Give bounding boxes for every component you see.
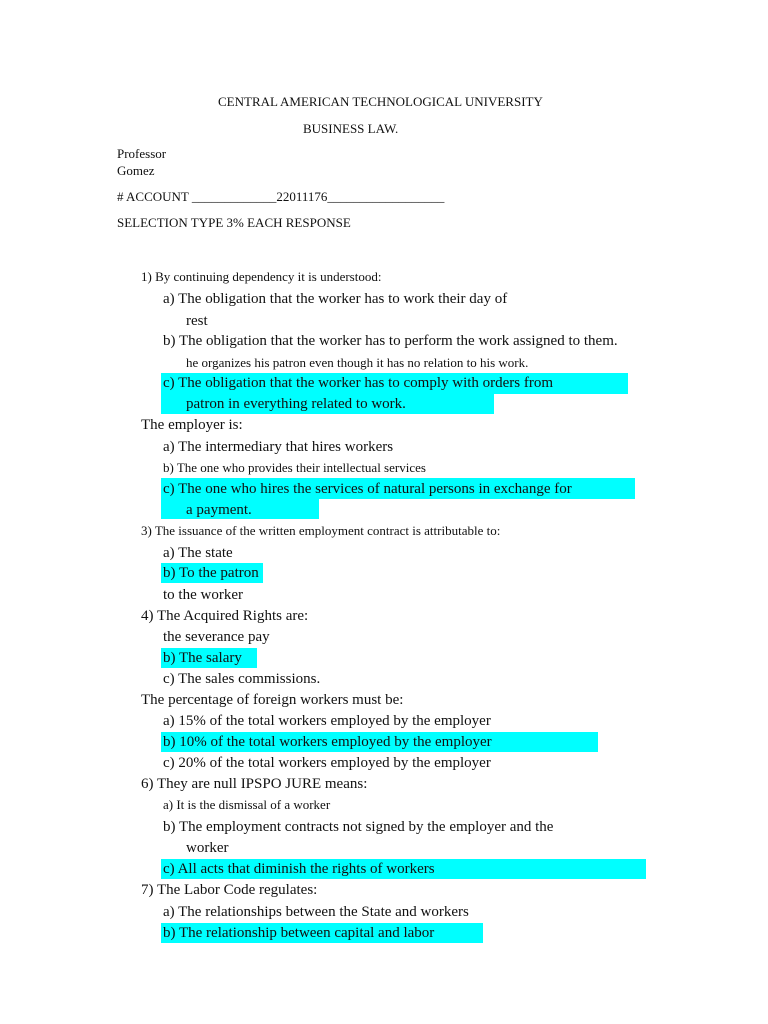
professor-name: Gomez (117, 163, 155, 178)
q1-option-b: b) The obligation that the worker has to perform the work assigned to them. (163, 333, 618, 349)
q2-option-c: c) The one who hires the services of natural persons in exchange for (163, 481, 572, 497)
q2-option-c-cont: a payment. (186, 502, 252, 518)
q7-option-a: a) The relationships between the State and workers (163, 904, 469, 920)
q5-option-b: b) 10% of the total workers employed by the employer (163, 734, 492, 750)
q5-question: The percentage of foreign workers must be: (141, 692, 404, 708)
q7-option-b: b) The relationship between capital and labor (163, 925, 435, 941)
q5-option-c: c) 20% of the total workers employed by the employer (163, 755, 491, 771)
q1-option-c-cont: patron in everything related to work. (186, 396, 406, 412)
q4-option-c: c) The sales commissions. (163, 671, 321, 687)
q6-option-b: b) The employment contracts not signed by the employer and the (163, 819, 554, 835)
q1-option-c: c) The obligation that the worker has to comply with orders from (163, 375, 554, 391)
q3-question: 3) The issuance of the written employment contract is attributable to: (141, 523, 501, 538)
q1-option-a: a) The obligation that the worker has to work their day of (163, 291, 508, 307)
q4-option-b: b) The salary (163, 650, 242, 666)
university-title: CENTRAL AMERICAN TECHNOLOGICAL UNIVERSITY (218, 94, 543, 109)
q3-option-a: a) The state (163, 545, 233, 561)
q3-option-c: to the worker (163, 587, 243, 603)
q6-question: 6) They are null IPSPO JURE means: (141, 776, 368, 792)
q6-option-b-cont: worker (186, 840, 229, 856)
selection-type: SELECTION TYPE 3% EACH RESPONSE (117, 215, 351, 230)
q6-option-a: a) It is the dismissal of a worker (163, 797, 331, 812)
q1-option-b-cont: he organizes his patron even though it has no relation to his work. (186, 355, 529, 370)
q2-option-b: b) The one who provides their intellectual services (163, 460, 426, 475)
q2-question: The employer is: (141, 417, 243, 433)
q2-option-a: a) The intermediary that hires workers (163, 439, 394, 455)
q1-question: 1) By continuing dependency it is understood: (141, 269, 382, 284)
q5-option-a: a) 15% of the total workers employed by the employer (163, 713, 491, 729)
q4-question: 4) The Acquired Rights are: (141, 608, 309, 624)
q4-option-a: the severance pay (163, 629, 270, 645)
q6-option-c: c) All acts that diminish the rights of workers (163, 861, 435, 877)
professor-label: Professor (117, 146, 167, 161)
q3-option-b: b) To the patron (163, 565, 259, 581)
q7-question: 7) The Labor Code regulates: (141, 882, 318, 898)
q1-option-a-cont: rest (186, 313, 208, 329)
course-title: BUSINESS LAW. (303, 121, 399, 136)
account-line: # ACCOUNT _____________22011176__________________ (117, 189, 445, 204)
